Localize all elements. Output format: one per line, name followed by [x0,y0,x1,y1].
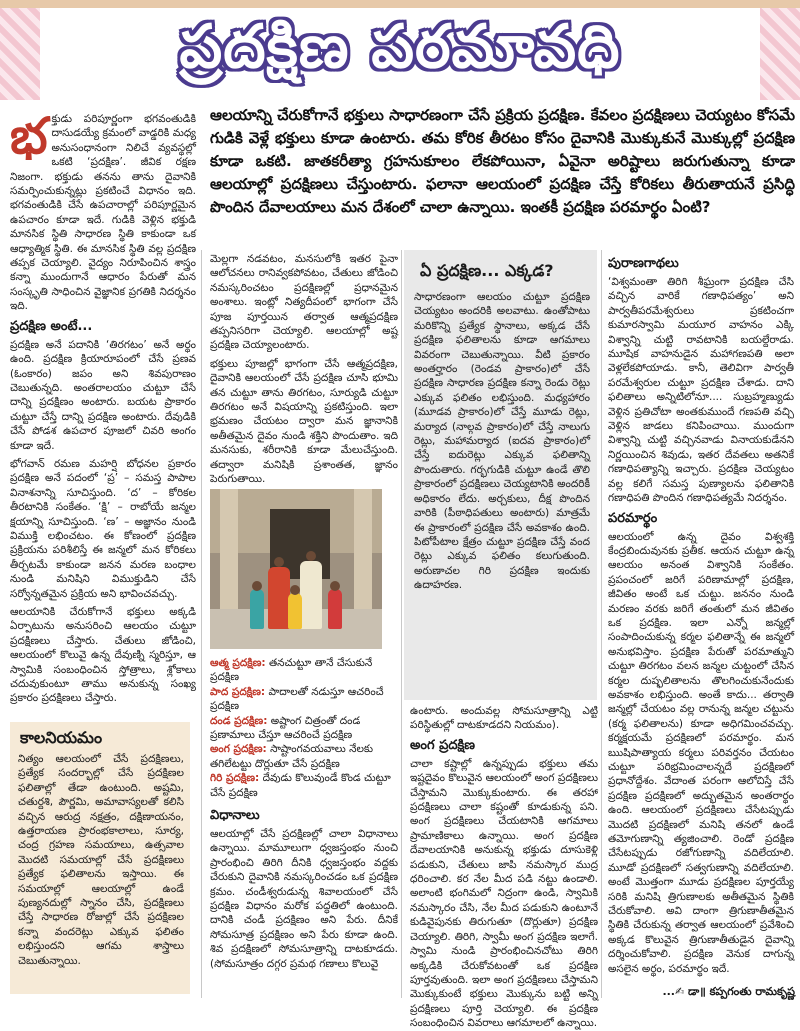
vidhanalu-section [210,804,398,998]
left-decorative-border [0,8,40,100]
what-is-paragraph-3: ఆలయానికి చేరుకోగానే భక్తులు అక్కడి ఏర్పాటును అనుసరించి ఆలయం చుట్టూ ప్రదక్షిణలు చేస్తారు. చేతులు జోడించి, ఆలయంలో కొలువై ఉన్న దేవుణ్ని స్మరిస్తూ, ఆ స్వామికి సంబంధించిన స్తోత్రాలు, శ్లోకాలు చదువుకుంటూ తాము అనుకున్న సంఖ్య ప్రకారం ప్రదక్షిణలు చేస్తారు. [10,606,196,705]
type-text: దేవుడు కొలువుండే కొండ చుట్టూ చేసే ప్రదక్షిణ [210,772,391,799]
type-danda [210,714,400,743]
soma-sutra-continuation: ఉంటారు. అందువల్ల సోమసూత్రాన్ని ఎట్టి పరిస్థితుల్లో దాటకూడదని నియమం). [410,705,598,732]
type-pada [210,685,400,714]
which-pradakshina-title: ఏ ప్రదక్షిణ... ఎక్కడ? [420,261,554,280]
type-text: అష్టాంగ చిత్రంతో దండ ప్రణామాలు చేస్తూ ఆచరించే ప్రదక్షిణ [210,714,361,742]
column-divider [601,250,602,998]
puranagathalu-text: ‘విశ్వమంతా తిరిగి శీఘ్రంగా ప్రదక్షిణ చేసి వచ్చిన వారికే గణాధిపత్యం’ అని పార్వతీపరమేశ్వరులు ప్రకటించగా కుమారస్వామి మయూర వాహనం ఎక్కి విశ్వాన్ని చుట్టి రావటానికి బయల్దేరాడు. మూషిక వాహనుడైన మహాగణపతి అలా వెళ్లలేకపోయాడు. కానీ, తెలివిగా పార్వతీ పరమేశ్వరుల చుట్టూ ప్రదక్షిణ చేశాడు. దాని ఫలితాలు అన్నిటిలోనూ.... సుబ్రహ్మణ్యుడు వెళ్లిన ప్రతిచోటా అంతకుముందే గణపతి వచ్చి వెళ్లిన జాడలు కనిపించాయి. ముందుగా విశ్వాన్ని చుట్టి వచ్చినవాడు వినాయకుడేనని నిర్ణయించిన శివుడు, ఇతర దేవతలు అతనికే గణాధిపత్యాన్ని ఇచ్చారు. ప్రదక్షిణ చెయ్యటం వల్ల కలిగే సమస్త పుణ్యాలను ఫలితానికి గణాధిపతి పొందిన గణాధిపత్యమే నిదర్శనం. [608,276,794,505]
intro-paragraph [10,107,196,314]
right-decorative-border [760,8,800,100]
column-divider [201,250,202,998]
author-byline: ...✍ డా॥ కప్పగంతు రామకృష్ణ [662,985,795,998]
lead-paragraph: ఆలయాన్ని చేరుకోగానే భక్తులు సాధారణంగా చేసే ప్రక్రియ ప్రదక్షిణ. కేవలం ప్రదక్షిణలు చెయ్యటం కోసమే గుడికి వెళ్లే భక్తులు కూడా ఉంటారు. తమ కోరిక తీరటం కోసం దైవానికి మొక్కుకునే మొక్కుల్లో ప్రదక్షిణ కూడా ఒకటి. జాతకరీత్యా గ్రహనుకూలం లేకపోయినా, ఏవైనా అరిష్టాలు జరుగుతున్నా కూడా ఆలయాల్లో ప్రదక్షిణలు చేస్తుంటారు. ఫలానా ఆలయంలో ప్రదక్షిణ చేస్తే కోరికలు తీరుతాయనే ప్రసిద్ధి పొందిన దేవాలయాలు మన దేశంలో చాలా ఉన్నాయి. ఇంతకీ ప్రదక్షిణ పరమార్థం ఏంటి? [210,106,795,216]
what-is-paragraph-1: ప్రదక్షిణ అనే పదానికి ‘తిరగటం’ అనే అర్థం ఉంది. ప్రదక్షిణ క్రియారూపంలో చేసే ప్రణవ (ఓంకారం) జపం అని శివపురాణం చెబుతున్నది. అంతరాలయం చుట్టూ చేసే దాన్ని ప్రదక్షిణం అంటారు. బయట ప్రాకారం చుట్టూ చేస్తే దాన్ని ప్రదక్షిణ అంటారు. దేవుడికి చేసే పోడశ ఉపచార పూజలో చివరి అంగం కూడా ఇదే. [10,338,196,452]
kala-niyamam-title: కాలనియమం [20,728,103,747]
temple-family-photo [210,489,382,649]
vidhanalu-heading: విధానాలు [210,808,260,823]
vidhanalu-text: ఆలయాల్లో చేసే ప్రదక్షిణల్లో చాలా విధానాలు ఉన్నాయి. మామూలుగా ధ్వజస్తంభం నుంచి ప్రారంభించి తిరిగి దీనికి ధ్వజస్తంభం వద్దకు చేరుకుని దైవానికి నమస్కరించడం ఒక ప్రదక్షిణ క్రమం. చండీశ్వరుడున్న శివాలయంలో చేసే ప్రదక్షిణ విధానం మరోక పద్ధతిలో ఉంటుంది. దానికి చండీ ప్రదక్షిణం అని పేరు. దీనికే సోమసూత్ర ప్రదక్షిణం అని పేరు కూడా ఉంది. శివ ప్రదక్షిణలో సోమసూత్రాన్ని దాటకూడదు. (సోమసూత్రం దగ్గర ప్రమథ గణాలు కొలువై [210,828,398,970]
anga-pradakshina-text: చాలా కష్టాల్లో ఉన్నప్పుడు భక్తులు తమ ఇష్టదైవం కొలువైన ఆలయంలో అంగ ప్రదక్షిణలు చేస్తామని మొక్కుకుంటారు. ఈ తరహా ప్రదక్షిణలు చాలా కష్టంతో కూడుకున్న పని. అంగ ప్రదక్షిణలు చేయటానికి ఆగమాలు ప్రామాణికాలు ఉన్నాయి. అంగ ప్రదక్షిణ దేవాలయానికి అనుకున్న భక్తుడు దూసుకెళ్లి పడుకుని, చేతులు జాపి నమస్కార ముద్ర ధరించాలి. కర నేల మీద పడి నట్టు ఉండాలి. అలాంటి భంగిమలో నిద్రంగా ఉండి, స్వామికి నమస్కారం చేసి, నేల మీద పడుకుని ఉంటూనే కుడివైపునకు తిరుగుతూ (దొర్లుతూ) ప్రదక్షిణ చెయ్యాలి. తిరిగి, స్వామీ అంగ ప్రదక్షిణ ఇలాగే. స్వామి నుండి ప్రారంభించినచోటు తిరిగి అక్కడికి చేరుకోవటంతో ఒక ప్రదక్షిణ పూర్తవుతుంది. ఇలా అంగ ప్రదక్షిణలు చేస్తామని మొక్కుకుంటే భక్తులు మొక్కును బట్టి అన్ని ప్రదక్షిణలు పూర్తి చెయ్యాలి. ఈ ప్రదక్షిణ సంబంధించిన వివరాలు ఆగమాలలో ఉన్నాయి. [410,757,598,1030]
which-pradakshina-body: సాధారణంగా ఆలయం చుట్టూ ప్రదక్షిణ చెయ్యటం అందరికి అలవాటు. ఉంతోపాటు మరికొన్ని ప్రత్యేక స్థానాలు, అక్కడ చేసే ప్రదక్షిణ ఫలితాలను కూడా ఆగమాలు వివరంగా చెబుతున్నాయి. వీటి ప్రకారం అంతర్హారం (రెండవ ప్రాకారం)లో చేసే ప్రదక్షిణ సాధారణ ప్రదక్షిణ కన్నా రెండు రెట్లు ఎక్కువ ఫలితం లభిస్తుంది. మధ్యహారం (మూడవ ప్రాకారం)లో చేస్తే మూడు రెట్లు, మర్యాద (నాల్గవ ప్రాకారం)లో చేస్తే నాలుగు రెట్లు, మహామర్యాద (ఐదవ ప్రాకారం)లో చేస్తే ఐదురెట్లు ఎక్కువ ఫలితాన్ని పొందుతారు. గర్భగుడికి చుట్టూ ఉండే తొలి ప్రాకారంలో ప్రదక్షిణలు చెయ్యటానికి అందరికీ అధికారం లేదు. అర్చకులు, దీక్ష పొందిన వారికి (పీఠాధిపతులు అంటారు) మాత్రమే ఈ ప్రాకారంలో ప్రదక్షిణ చేసే అవకాశం ఉంది. పిటోపీటాల క్షేత్రం చుట్టూ ప్రదక్షిణ చేస్తే వంద రెట్లు ఎక్కువ ఫలితం కలుగుతుంది. అరుణాచల గిరి ప్రదక్షిణ ఇందుకు ఉదాహరణ. [414,291,590,592]
col2-paragraph-1: మెల్లగా నడవటం, మనసులోకి ఇతర పైనా ఆలోచనలు రానివ్వకపోవటం, చేతులు జోడించి నమస్కరించటం ప్రదక్షిణల్లో ప్రధానమైన అంశాలు. ఇంట్లో నిత్యదీపంలో భాగంగా చేసే పూజ పూర్తయిన తర్వాత ఆత్మప్రదక్షిణ తప్పనిసరిగా చెయ్యాలి. ఆలయాల్లో అష్ట ప్రదక్షిణ చెయ్యాలంటారు. [210,253,398,352]
page-headline: ప్రదక్షిణ పరమావధి [179,12,621,82]
type-term: పాద ప్రదక్షిణ: [210,685,266,698]
type-term: ఆత్మ ప్రదక్షిణ: [210,657,266,669]
paramartham-text: ఆలయంలో ఉన్న దైవం విశ్వశక్తి కేంద్రబిందువునకు ప్రతీక. ఆయన చుట్టూ ఉన్న ఆలయం అనంత విశ్వానికి సంకేతం. ప్రపంచంలో జరిగే పరిణామాల్లో ప్రదక్షిణ, జీవితం అంటే ఒక చుట్టు. జననం నుండి మరణం వరకు జరిగే తంతులో మన జీవితం ఒక ప్రదక్షిణ. ఇలా ఎన్నో జన్మల్లో సంపాదించుకున్న కర్మల ఫలితాన్నే ఈ జన్మలో అనుభవిస్తాం. ప్రదక్షిణ పేరుతో పరమాత్ముని చుట్టూ తిరగటం వలన జన్మల చుట్టంలో చేసిన కర్మల దుష్ఫలితాలను తొలగించుకునేందుకు అవకాశం లభిస్తుంది. అంతే కాదు... తర్వాతి జన్మల్లో చేయటం వల్ల రానున్న జన్మల చట్టును (కర్మ ఫలితాలను) కూడా అధిగమించవచ్చు. కర్మక్షయమే ప్రదక్షిణలో పరమార్థం. మన ఋషిపాత్యాయ కర్మలు పరివర్తనం చేయటం చుట్టూ పరిభ్రమించాలన్నదే ప్రదక్షిణలో ప్రధానోద్దేశం. వేదాంత పరంగా ఆలోచిస్తే చేసే ప్రదక్షిణ ప్రదక్షిణలో అద్భుతమైన అంతరార్థం ఉంది. ఆలయంలో ప్రదక్షిణలు చేసేటప్పుడు మొదటి ప్రదక్షిణలో మనిషి తనలో ఉండే తమోగుణాన్ని త్యజించాలి. రెండో ప్రదక్షిణ చేసేటప్పుడు రజోగుణాన్ని వదిలేయాలి. మూడో ప్రదక్షిణలో సత్వగుణాన్ని వదిలేయాలి. అంటే మొత్తంగా మూడు ప్రదక్షిణల పూర్తయ్యే సరికి మనిషి త్రిగుణాలకు అతీతమైన స్థితికి చేరుకోవాలి. అవి దాంగా త్రిగుణాతీతమైన స్థితికి చేరుకున్న తర్వాత ఆలయంలో ప్రవేశించి అక్కడ కొలువైన త్రిగుణాతీతుడైన దైవాన్ని దర్శించుకోవాలి. ప్రదక్షిణ వెనుక దాగున్న అసలైన అర్థం, పరమార్థం ఇదే. [608,530,794,975]
type-term: దండ ప్రదక్షిణ: [210,714,268,727]
type-text: పాదాలతో నడుస్తూ ఆచరించే ప్రదక్షిణ [210,685,384,713]
type-atma [210,656,400,685]
type-anga [210,742,400,771]
drop-cap: భ [10,107,48,165]
type-giri [210,771,400,800]
paramartham-heading: పరమార్థం [608,510,658,526]
puranagathalu-heading: పురాణగాథలు [608,256,679,271]
what-is-paragraph-2: భోగవాన్ రమణ మహర్షి బోధనల ప్రకారం ప్రదక్షిణ అనే పదంలో ‘ప్ర’ – సమస్త పాపాల వినాశనాన్ని సూచిస్తుంది. ‘ద’ – కోరికల తీరటానికి సంకేతం. ‘క్షి’ – రాబోయే జన్మల క్షయాన్ని సూచిస్తుంది. ‘ణ’ – అజ్ఞానం నుండి విముక్తి లభించటం. ఈ కోణంలో ప్రదక్షిణ ప్రక్రియను పరిశీలిస్తే ఈ జన్మలో మన కోరికలు తీర్చటమే కాకుండా జనన మరణ బంధాల నుండి మనిషిని విముక్తుడిని చేసే సర్వోన్నతమైన ప్రక్రియ అని భావించవచ్చు. [10,457,196,600]
column-1 [10,107,196,717]
intro-text: క్తుడు పరిపూర్ణంగా భగవంతుడికి దాసుడయ్యే క్రమంలో వాడ్డరికి మధ్య అనుసంధానంగా నిలిచే వ్యవస్థల్లో ఒకటి ‘ప్రదక్షిణ’. జీవిక రక్షణ నిజంగా. భక్తుడు తనను తాను దైవానికి సమర్పించుకున్నట్లు ప్రకటించే విధానం ఇది. భగవంతుడికి చేసే ఉపచారాల్లో పరిపూర్ణమైన ఉపచారం కూడా ఇదే. గుడికి వెళ్లిన భక్తుడి మానసిక స్థితి సాధారణ స్థితి కాకుండా ఒక ఆధ్యాత్మిక స్థితి. ఈ మానసిక స్థితి వల్ల ప్రదక్షిణ తప్పక చెయ్యాలి. వైద్యం నిరూపించిన శాస్త్రం కన్నా ముందుగానే ఆధారం పేరుతో మన సంస్కృతి సాధించిన వైజ్ఞానిక ప్రగతికి నిదర్శనం ఇది. [10,113,196,313]
column-4 [608,252,794,980]
column-divider [401,250,402,998]
type-term: అంగ ప్రదక్షిణ: [210,743,267,756]
top-decorative-strip [0,0,800,8]
kala-niyamam-body: నిత్యం ఆలయంలో చేసే ప్రదక్షిణలు, ప్రత్యేక సందర్భాల్లో చేసే ప్రదక్షిణల ఫలితాల్లో తేడా ఉంటుంది. అష్టమి, చతుర్దశి, పౌర్ణమి, అమావాస్యలతో కలిసి వచ్చిన ఆరుద్ర నక్షత్రం, దక్షిణాయనం, ఉత్తరాయణ ప్రారంభకాలాలు, సూర్య, చంద్ర గ్రహణ సమయాలు, ఉత్సవాల మొదటి సమయాల్లో చేసే ప్రదక్షిణలు ప్రత్యేక ఫలితాలను ఇస్తాయి. ఈ సమయాల్లో ఆలయాల్లో ఉండే పుణ్యనదుల్లో స్నానం చేసి, ప్రదక్షిణలు చేస్తే సాధారణ రోజుల్లో చేసే ప్రదక్షిణల కన్నా వందరెట్లు ఎక్కువ ఫలితం లభిస్తుందని ఆగమ శాస్త్రాలు చెబుతున్నాయి. [18,753,184,967]
type-term: గిరి ప్రదక్షిణ: [210,772,260,785]
pradakshina-types-list [210,656,400,800]
col2-paragraph-2: భక్తులు పూజల్లో భాగంగా చేసే ఆత్మప్రదక్షిణ, దైవానికి ఆలయంలో చేసే ప్రదక్షిణ చూసి భూమి తన చుట్టూ తాను తిరగటం, సూర్యుడి చుట్టూ తిరగటం అనే విషయాన్ని ప్రకటిస్తుంది. ఇలా భ్రమణం చేయటం ద్వారా మన జ్ఞానానికి అతీతమైన దైవం నుండి శక్తిని పొందుతాం. ఇది మనసుకు, శరీరానికి కూడా మేలుచేస్తుంది. తద్వారా మనిషికి ప్రశాంతత, జ్ఞానం పెరుగుతాయి. [210,357,398,486]
section-heading-what-is: ప్రదక్షిణ అంటే... [10,318,93,334]
type-text: తనచుట్టూ తానే చేసుకునే ప్రదక్షిణ [210,657,373,684]
anga-pradakshina-heading: అంగ ప్రదక్షిణ [410,737,476,753]
type-text: సాష్టాంగవయవాలు నేలకు తగిలేటట్టు దొర్లుతూ చేసే ప్రదక్షిణ [210,743,374,770]
column-3-bottom [410,704,598,1030]
column-2-top [210,252,398,484]
